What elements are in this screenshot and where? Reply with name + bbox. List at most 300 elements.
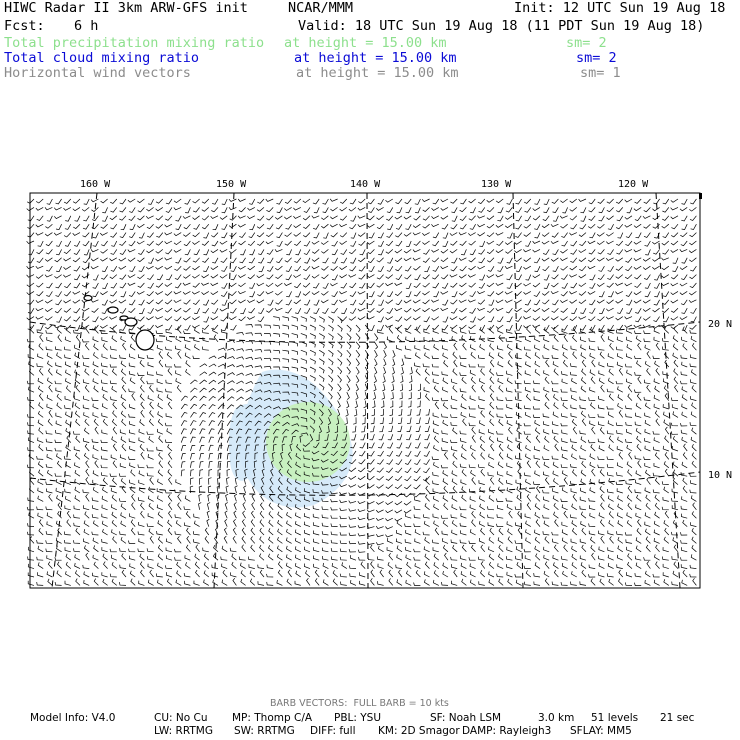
wind-barb bbox=[55, 308, 62, 313]
wind-barb bbox=[415, 199, 421, 204]
wind-barb bbox=[561, 275, 567, 280]
wind-barb bbox=[65, 241, 71, 246]
wind-barb bbox=[56, 241, 62, 246]
wind-barb bbox=[496, 199, 503, 203]
wind-barb bbox=[645, 413, 651, 418]
wind-barb bbox=[601, 335, 604, 342]
wind-barb bbox=[266, 199, 273, 202]
wind-barb bbox=[387, 443, 393, 449]
wind-barb bbox=[85, 343, 89, 350]
wind-barb bbox=[422, 291, 429, 295]
wind-barb bbox=[73, 224, 80, 228]
wind-barb bbox=[580, 224, 586, 229]
wind-barb bbox=[331, 548, 337, 552]
wind-barb bbox=[148, 258, 153, 264]
wind-barb bbox=[385, 325, 392, 327]
wind-barb bbox=[579, 233, 586, 237]
wind-barb bbox=[209, 388, 216, 392]
wind-barb bbox=[122, 444, 126, 451]
wind-barb bbox=[682, 258, 688, 263]
wind-barb bbox=[38, 354, 44, 359]
wind-barb bbox=[553, 361, 558, 367]
wind-barb bbox=[462, 579, 467, 586]
wind-barb bbox=[247, 216, 254, 219]
wind-barb bbox=[597, 241, 604, 245]
wind-barb bbox=[166, 389, 173, 392]
wind-barb bbox=[190, 462, 194, 468]
wind-barb bbox=[515, 574, 522, 577]
wind-barb bbox=[682, 580, 687, 586]
wind-barb bbox=[45, 308, 52, 311]
wind-barb bbox=[250, 571, 255, 578]
wind-barb bbox=[571, 413, 577, 417]
wind-barb bbox=[499, 419, 504, 426]
wind-barb bbox=[322, 515, 328, 519]
wind-barb bbox=[636, 546, 641, 552]
wind-barb bbox=[158, 419, 163, 426]
wind-barb bbox=[222, 300, 227, 306]
wind-barb bbox=[56, 488, 62, 493]
wind-barb bbox=[636, 233, 642, 238]
wind-barb bbox=[662, 308, 669, 312]
wind-barb bbox=[112, 336, 117, 342]
wind-barb bbox=[209, 461, 213, 467]
wind-barb bbox=[46, 540, 53, 543]
wind-barb bbox=[479, 258, 485, 263]
wind-barb bbox=[589, 249, 595, 254]
wind-barb bbox=[224, 528, 227, 535]
wind-barb bbox=[377, 308, 384, 312]
wind-barb bbox=[168, 520, 172, 527]
wind-barb bbox=[469, 266, 476, 270]
wind-barb bbox=[579, 258, 586, 262]
wind-barb bbox=[350, 258, 356, 263]
wind-barb bbox=[28, 300, 35, 305]
wind-barb bbox=[340, 557, 347, 560]
wind-barb bbox=[672, 455, 678, 459]
wind-barb bbox=[147, 224, 154, 228]
wind-barb bbox=[377, 476, 384, 480]
wind-barb bbox=[387, 308, 393, 313]
wind-barb bbox=[347, 359, 351, 366]
wind-barb bbox=[204, 571, 209, 578]
wind-barb bbox=[94, 562, 98, 569]
wind-barb bbox=[618, 386, 623, 392]
wind-barb bbox=[616, 482, 623, 485]
wind-barb bbox=[378, 291, 384, 296]
wind-barb bbox=[205, 536, 209, 543]
wind-barb bbox=[497, 216, 503, 221]
wind-barb bbox=[185, 325, 191, 330]
wind-barb bbox=[331, 515, 338, 518]
wind-barb bbox=[524, 406, 531, 410]
wind-barb bbox=[571, 308, 577, 313]
wind-barb bbox=[220, 308, 227, 311]
wind-barb bbox=[147, 325, 153, 330]
wind-barb bbox=[636, 428, 641, 434]
vertical-levels: 51 levels bbox=[591, 712, 639, 724]
wind-barb bbox=[562, 413, 568, 417]
wind-barb bbox=[645, 463, 651, 468]
wind-barb bbox=[462, 377, 467, 384]
wind-barb bbox=[121, 291, 126, 297]
wind-barb bbox=[74, 396, 80, 401]
wind-barb bbox=[692, 385, 696, 392]
wind-barb bbox=[404, 216, 411, 219]
wind-barb bbox=[415, 539, 421, 544]
wind-barb bbox=[176, 370, 182, 375]
wind-barb bbox=[443, 563, 448, 569]
wind-barb bbox=[156, 291, 163, 294]
wind-barb bbox=[76, 335, 80, 342]
wind-barb bbox=[260, 537, 264, 544]
wind-barb bbox=[682, 362, 688, 367]
wind-barb bbox=[28, 216, 34, 221]
wind-barb bbox=[392, 367, 395, 374]
wind-barb bbox=[490, 377, 494, 384]
wind-barb bbox=[301, 350, 307, 355]
wind-barb bbox=[425, 537, 430, 543]
wind-barb bbox=[234, 511, 237, 518]
wind-barb bbox=[415, 353, 420, 359]
wind-barb bbox=[404, 501, 411, 505]
wind-barb bbox=[544, 344, 549, 350]
wind-barb bbox=[158, 411, 163, 417]
wind-barb bbox=[128, 275, 135, 278]
wind-barb bbox=[690, 216, 696, 221]
wind-barb bbox=[372, 401, 375, 408]
wind-barb bbox=[295, 563, 300, 569]
wind-barb bbox=[535, 546, 540, 552]
wind-barb bbox=[64, 300, 71, 303]
wind-barb bbox=[689, 291, 696, 295]
wind-barb bbox=[422, 233, 429, 236]
wind-barb bbox=[544, 547, 550, 552]
wind-barb bbox=[570, 207, 577, 211]
wind-barb bbox=[242, 519, 245, 526]
wind-barb bbox=[414, 515, 420, 519]
wind-barb bbox=[92, 498, 98, 502]
wind-barb bbox=[461, 563, 466, 569]
wind-barb bbox=[267, 275, 274, 280]
wind-barb bbox=[609, 511, 613, 518]
wind-barb bbox=[76, 385, 80, 392]
wind-barb bbox=[38, 461, 43, 467]
wind-barb bbox=[358, 533, 365, 536]
wind-barb bbox=[138, 216, 145, 220]
wind-barb bbox=[227, 397, 234, 401]
wind-barb bbox=[49, 494, 53, 501]
wind-barb bbox=[230, 325, 236, 330]
wind-barb bbox=[406, 513, 412, 518]
wind-barb bbox=[307, 578, 311, 585]
wind-barb bbox=[470, 370, 475, 376]
wind-barb bbox=[110, 258, 117, 261]
wind-barb bbox=[422, 241, 429, 244]
wind-barb bbox=[598, 199, 605, 203]
wind-barb bbox=[218, 445, 223, 451]
wind-barb bbox=[572, 520, 577, 526]
wind-barb bbox=[358, 517, 365, 520]
wind-barb bbox=[250, 291, 255, 297]
wind-barb bbox=[347, 325, 351, 332]
wind-barb bbox=[313, 514, 319, 518]
wind-barb bbox=[450, 233, 457, 236]
wind-barb bbox=[589, 216, 596, 221]
wind-barb bbox=[194, 249, 200, 254]
wind-barb bbox=[572, 419, 577, 426]
wind-barb bbox=[27, 507, 34, 510]
wind-barb bbox=[562, 371, 568, 375]
wind-barb bbox=[110, 216, 117, 220]
wind-barb bbox=[579, 283, 586, 287]
wind-barb bbox=[652, 266, 659, 269]
wind-barb bbox=[57, 353, 62, 359]
wind-barb bbox=[278, 562, 282, 569]
wind-barb bbox=[460, 372, 467, 375]
wind-barb bbox=[66, 412, 71, 418]
wind-barb bbox=[580, 325, 586, 330]
wind-barb bbox=[395, 485, 402, 489]
wind-barb bbox=[507, 437, 512, 443]
wind-barb bbox=[225, 519, 228, 526]
wind-barb bbox=[653, 356, 660, 359]
wind-barb bbox=[478, 233, 485, 236]
wind-barb bbox=[350, 199, 356, 204]
wind-barb bbox=[227, 405, 234, 409]
wind-barb bbox=[487, 249, 494, 253]
wind-barb bbox=[443, 241, 448, 247]
wind-barb bbox=[634, 291, 641, 294]
wind-barb bbox=[561, 291, 568, 296]
wind-barb bbox=[505, 224, 512, 228]
wind-barb bbox=[331, 507, 338, 510]
wind-barb bbox=[64, 199, 71, 203]
wind-barb bbox=[367, 485, 374, 488]
wind-barb bbox=[190, 421, 196, 426]
wind-barb bbox=[359, 557, 366, 560]
wind-barb bbox=[487, 199, 494, 202]
wind-barb bbox=[39, 394, 43, 401]
wind-barb bbox=[416, 570, 420, 577]
wind-barb bbox=[66, 554, 71, 560]
wind-barb bbox=[665, 427, 668, 434]
wind-barb bbox=[174, 308, 181, 312]
wind-barb bbox=[470, 249, 476, 254]
wind-barb bbox=[581, 445, 586, 451]
wind-barb bbox=[671, 241, 678, 245]
wind-barb bbox=[282, 359, 288, 363]
wind-barb bbox=[387, 291, 393, 296]
wind-barb bbox=[360, 572, 366, 577]
wind-barb bbox=[257, 275, 264, 278]
wind-barb bbox=[84, 521, 89, 527]
wind-barb bbox=[470, 345, 475, 351]
wind-barb bbox=[148, 564, 154, 569]
wind-barb bbox=[190, 454, 194, 460]
wind-barb bbox=[141, 410, 145, 417]
wind-barb bbox=[358, 216, 365, 218]
wind-barb bbox=[148, 283, 154, 288]
wind-barb bbox=[258, 258, 264, 263]
wind-barb bbox=[671, 308, 678, 312]
wind-barb bbox=[468, 275, 475, 278]
wind-barb bbox=[450, 241, 457, 245]
wind-barb bbox=[101, 472, 107, 476]
wind-barb bbox=[141, 452, 145, 459]
wind-barb bbox=[413, 308, 420, 311]
wind-barb bbox=[481, 469, 485, 476]
wind-barb bbox=[128, 249, 135, 252]
wind-barb bbox=[690, 364, 697, 368]
wind-barb bbox=[690, 473, 697, 476]
wind-barb bbox=[425, 369, 429, 376]
wind-barb bbox=[625, 582, 632, 585]
wind-barb bbox=[570, 199, 577, 203]
wind-barb bbox=[652, 258, 659, 262]
wind-barb bbox=[681, 564, 687, 568]
wind-barb bbox=[680, 557, 687, 560]
wind-barb bbox=[507, 378, 512, 384]
lat-label-20n: 20 N bbox=[708, 319, 733, 330]
wind-barb bbox=[588, 291, 595, 294]
wind-barb bbox=[618, 537, 623, 543]
wind-barb bbox=[573, 469, 577, 476]
wind-barb bbox=[517, 562, 522, 569]
wind-barb bbox=[542, 291, 549, 295]
wind-barb bbox=[432, 457, 439, 460]
wind-barb bbox=[460, 356, 467, 359]
wind-barb bbox=[415, 275, 421, 280]
wind-barb bbox=[598, 275, 604, 280]
wind-barb bbox=[229, 283, 236, 287]
wind-barb bbox=[453, 486, 457, 493]
wind-barb bbox=[415, 563, 421, 568]
wind-barb bbox=[93, 445, 98, 451]
wind-barb bbox=[452, 504, 457, 510]
wind-barb bbox=[691, 336, 696, 342]
model-title: HIWC Radar II 3km ARW-GFS init bbox=[4, 0, 248, 16]
wind-barb bbox=[671, 207, 678, 210]
wind-barb bbox=[617, 531, 623, 535]
wind-barb bbox=[634, 275, 641, 279]
wind-barb bbox=[385, 518, 392, 521]
wind-barb bbox=[507, 233, 512, 239]
wind-barb bbox=[628, 486, 632, 493]
wind-barb bbox=[542, 300, 549, 304]
wind-barb bbox=[102, 572, 108, 577]
wind-barb bbox=[443, 233, 448, 239]
wind-barb bbox=[663, 497, 669, 501]
wind-barb bbox=[192, 317, 199, 320]
wind-barb bbox=[443, 403, 448, 410]
wind-barb bbox=[461, 513, 467, 518]
wind-barb bbox=[655, 495, 660, 502]
wind-barb bbox=[30, 536, 34, 543]
wind-barb bbox=[376, 542, 383, 545]
wind-barb bbox=[368, 557, 374, 561]
wind-barb bbox=[92, 398, 99, 401]
wind-barb bbox=[692, 537, 697, 544]
wind-barb bbox=[409, 384, 412, 391]
wind-barb bbox=[599, 378, 604, 384]
wind-barb bbox=[28, 523, 35, 526]
wind-barb bbox=[128, 541, 135, 544]
wind-barb bbox=[73, 199, 80, 203]
wind-barb bbox=[554, 369, 558, 376]
wind-barb bbox=[286, 563, 291, 569]
wind-barb bbox=[415, 451, 421, 456]
wind-barb bbox=[377, 468, 384, 472]
wind-barb bbox=[94, 545, 99, 551]
wind-barb bbox=[571, 582, 577, 586]
wind-barb bbox=[75, 554, 80, 560]
wind-barb bbox=[239, 317, 246, 321]
wind-barb bbox=[209, 356, 216, 359]
wind-barb bbox=[177, 562, 182, 569]
wind-barb bbox=[304, 249, 310, 254]
wind-barb bbox=[56, 413, 62, 418]
wind-barb bbox=[544, 337, 550, 342]
wind-barb bbox=[57, 461, 61, 468]
wind-barb bbox=[646, 495, 651, 502]
wind-barb bbox=[481, 570, 485, 577]
wind-barb bbox=[608, 531, 614, 536]
wind-barb bbox=[407, 426, 412, 432]
wind-barb bbox=[552, 308, 559, 312]
wind-barb bbox=[356, 333, 360, 340]
wind-barb bbox=[680, 532, 687, 535]
wind-barb bbox=[92, 308, 99, 312]
wind-barb bbox=[211, 249, 218, 252]
wind-barb bbox=[193, 216, 200, 220]
wind-barb bbox=[331, 266, 338, 270]
wind-barb bbox=[167, 394, 172, 400]
wind-barb bbox=[242, 545, 246, 552]
wind-barb bbox=[388, 562, 393, 568]
wind-barb bbox=[451, 258, 457, 263]
wind-barb bbox=[103, 394, 108, 401]
wind-barb bbox=[243, 511, 246, 518]
wind-barb bbox=[663, 446, 669, 451]
wind-barb bbox=[616, 381, 623, 384]
wind-barb bbox=[527, 461, 531, 468]
wind-barb bbox=[553, 266, 559, 271]
wind-barb bbox=[663, 564, 669, 569]
wind-barb bbox=[238, 283, 245, 287]
wind-barb bbox=[200, 437, 205, 443]
wind-barb bbox=[490, 360, 494, 367]
wind-barb bbox=[47, 404, 53, 409]
wind-barb bbox=[423, 283, 430, 287]
wind-barb bbox=[181, 396, 188, 401]
wind-barb bbox=[386, 485, 393, 489]
wind-barb bbox=[286, 249, 291, 255]
wind-barb bbox=[74, 523, 80, 527]
wind-barb bbox=[680, 423, 687, 426]
wind-barb bbox=[535, 562, 540, 568]
wind-barb bbox=[221, 291, 227, 296]
wind-barb bbox=[607, 406, 614, 409]
wind-barb bbox=[572, 571, 577, 577]
wind-barb bbox=[82, 283, 89, 287]
wind-barb bbox=[350, 241, 356, 246]
wind-barb bbox=[386, 199, 393, 202]
wind-barb bbox=[140, 394, 144, 401]
wind-barb bbox=[478, 364, 485, 367]
wind-barb bbox=[138, 283, 145, 287]
wind-barb bbox=[376, 510, 383, 513]
